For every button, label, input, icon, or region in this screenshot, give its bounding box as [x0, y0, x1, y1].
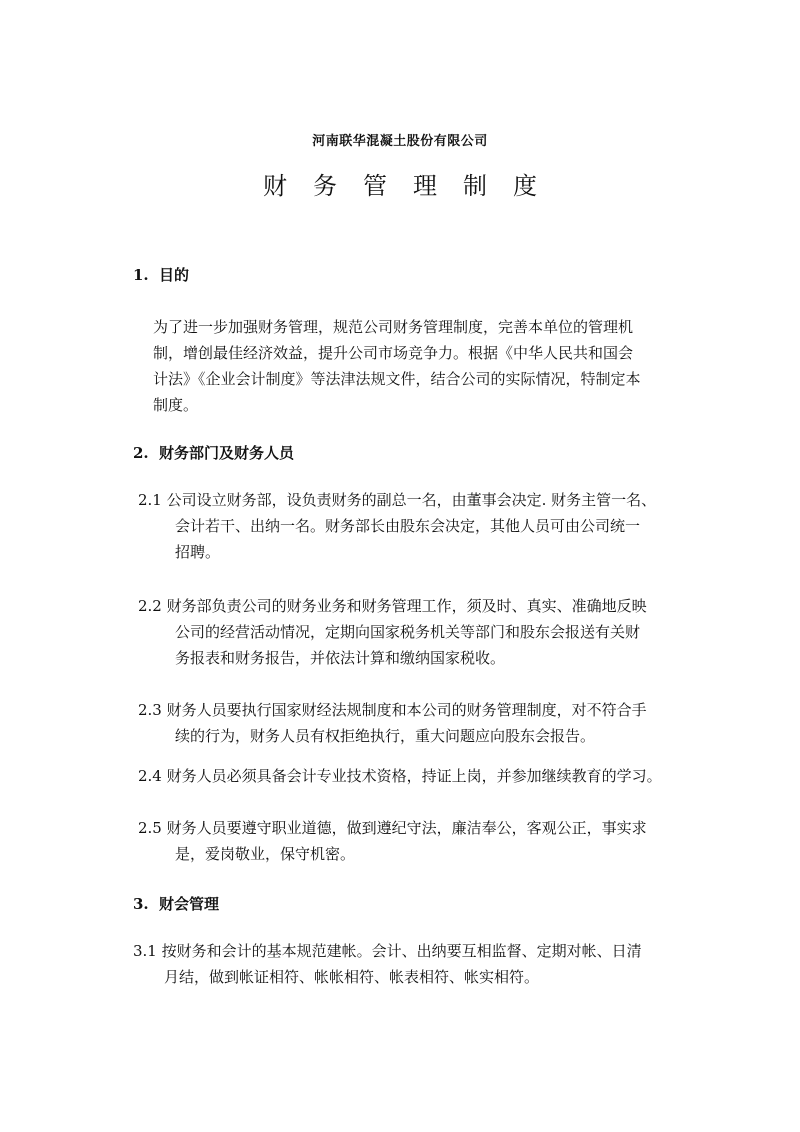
clause-line: 月结，做到帐证相符、帐帐相符、帐表相符、帐实相符。 [164, 968, 540, 986]
section-heading-1 [133, 264, 189, 285]
clause-line: 2.2 财务部负责公司的财务业务和财务管理工作，须及时、真实、准确地反映 [138, 597, 647, 615]
clause-2-3 [138, 697, 698, 749]
clause-line: 务报表和财务报告，并依法计算和缴纳国家税收。 [175, 649, 506, 667]
clause-line: 公司的经营活动情况，定期向国家税务机关等部门和股东会报送有关财 [175, 623, 641, 641]
clause-line: 2.1 公司设立财务部，设负责财务的副总一名，由董事会决定. 财务主管一名、 [138, 491, 657, 509]
clause-2-5 [138, 815, 698, 867]
section-title: 目的 [159, 266, 190, 284]
paragraph-line: 为了进一步加强财务管理，规范公司财务管理制度，完善本单位的管理机 [153, 318, 634, 336]
company-name: 河南联华混凝土股份有限公司 [312, 134, 488, 149]
section-number: 2. [133, 444, 149, 462]
section-title: 财务部门及财务人员 [159, 444, 295, 462]
clause-3-1 [133, 938, 693, 990]
paragraph-line: 制，增创最佳经济效益，提升公司市场竞争力。根据《中华人民共和国会 [153, 344, 634, 362]
clause-line: 是，爱岗敬业，保守机密。 [175, 845, 356, 863]
document-title: 财务管理制度 [263, 172, 563, 200]
clause-line: 2.5 财务人员要遵守职业道德，做到遵纪守法，廉洁奉公，客观公正，事实求 [138, 819, 647, 837]
clause-2-4 [138, 763, 698, 789]
paragraph-line: 计法》《企业会计制度》等法津法规文件，结合公司的实际情况，特制定本 [153, 370, 641, 388]
clause-line: 3.1 按财务和会计的基本规范建帐。会计、出纳要互相监督、定期对帐、日清 [133, 942, 642, 960]
section-number: 1. [133, 266, 149, 284]
section-title: 财会管理 [159, 895, 220, 913]
section-1-paragraph [153, 314, 693, 418]
clause-line: 续的行为，财务人员有权拒绝执行，重大问题应向股东会报告。 [175, 727, 596, 745]
section-heading-2 [133, 442, 294, 463]
clause-line: 招聘。 [175, 543, 221, 561]
section-heading-3 [133, 893, 219, 914]
clause-2-2 [138, 593, 698, 671]
clause-line: 会计若干、出纳一名。财务部长由股东会决定，其他人员可由公司统一 [175, 517, 641, 535]
paragraph-line: 制度。 [153, 396, 199, 414]
clause-line: 2.4 财务人员必须具备会计专业技术资格，持证上岗，并参加继续教育的学习。 [138, 767, 662, 785]
section-number: 3. [133, 895, 149, 913]
clause-2-1 [138, 487, 698, 565]
clause-line: 2.3 财务人员要执行国家财经法规制度和本公司的财务管理制度，对不符合手 [138, 701, 647, 719]
